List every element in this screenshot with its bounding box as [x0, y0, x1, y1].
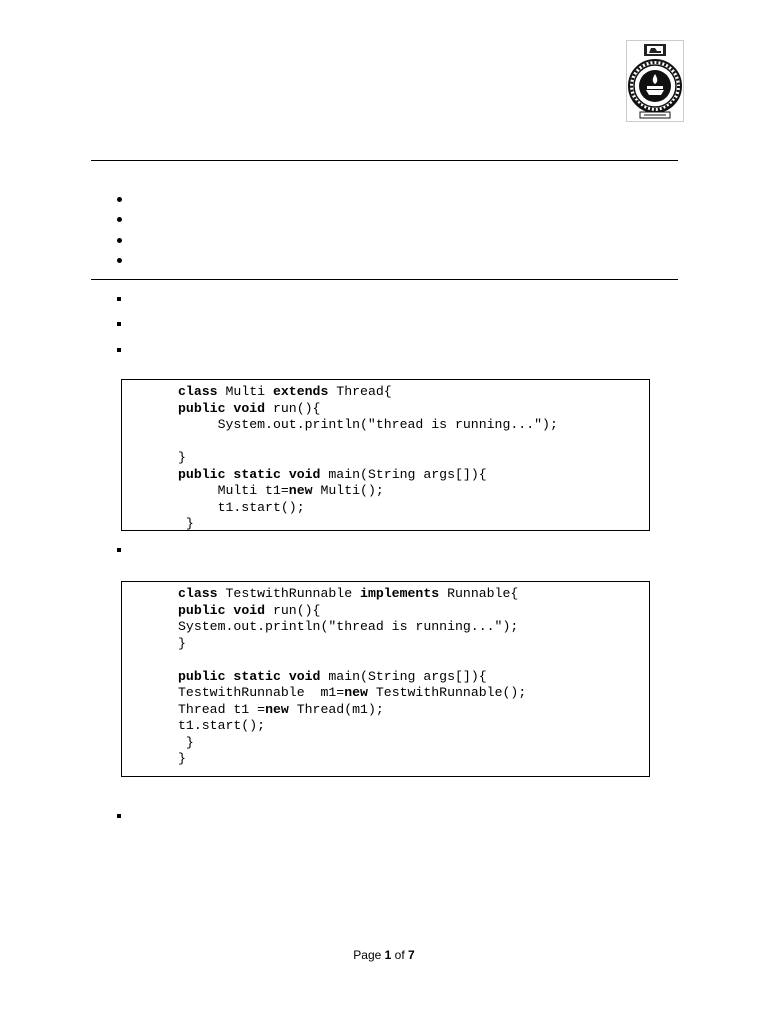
code-text: }	[178, 635, 186, 651]
code-line	[178, 669, 487, 684]
code-text: }	[178, 516, 194, 531]
page-footer	[0, 948, 768, 962]
code-text: Multi();	[312, 483, 384, 498]
code-line	[178, 401, 320, 416]
code-keyword: implements	[360, 586, 440, 601]
page-current: 1	[384, 948, 392, 962]
divider-top	[91, 160, 678, 161]
bullet-point	[117, 238, 122, 243]
code-keyword: public	[178, 602, 226, 618]
code-line	[178, 619, 518, 634]
code-text: t1.start();	[178, 718, 266, 733]
code-keyword: public	[178, 668, 226, 684]
code-line	[178, 751, 186, 766]
code-text: Thread t1 =	[178, 701, 266, 717]
code-text: System.out.println("thread is running...");	[178, 619, 519, 634]
divider-middle	[91, 279, 678, 280]
code-text: Multi t1=	[178, 483, 289, 498]
code-line	[178, 586, 518, 601]
page-label: Page	[353, 948, 385, 962]
code-text: TestwithRunnable();	[367, 685, 527, 700]
bullet-square	[117, 348, 121, 352]
code-text: TestwithRunnable	[217, 586, 361, 601]
code-line	[178, 735, 194, 750]
code-line	[178, 483, 384, 498]
code-line	[178, 500, 305, 515]
code-text	[281, 467, 289, 482]
code-keyword: extends	[272, 384, 329, 399]
code-text: main(String args[]){	[320, 668, 487, 684]
code-line	[178, 718, 265, 733]
code-keyword: static	[233, 668, 281, 684]
code-keyword: class	[178, 384, 218, 399]
code-text: run(){	[265, 602, 321, 618]
code-text	[281, 669, 289, 684]
code-keyword: void	[233, 400, 266, 416]
bullet-square	[117, 297, 121, 301]
code-text: }	[178, 450, 186, 465]
bullet-point	[117, 197, 122, 202]
code-keyword: static	[233, 466, 281, 482]
code-keyword: class	[178, 586, 218, 601]
code-text: System.out.println("thread is running...");	[178, 417, 558, 432]
code-line	[178, 450, 186, 465]
code-text: run(){	[265, 400, 321, 416]
code-block-runnable	[121, 581, 650, 777]
code-text: Multi	[217, 384, 273, 399]
code-listing	[178, 384, 558, 531]
code-keyword: new	[344, 685, 368, 700]
bullet-point	[117, 217, 122, 222]
code-text: main(String args[]){	[320, 466, 487, 482]
code-line	[178, 467, 487, 482]
code-line	[178, 417, 558, 432]
bullet-square	[117, 322, 121, 326]
code-block-thread	[121, 379, 650, 531]
page-of-label: of	[391, 948, 409, 962]
code-line	[178, 516, 194, 531]
code-text: }	[178, 751, 186, 766]
code-keyword: void	[288, 668, 321, 684]
code-keyword: void	[288, 466, 321, 482]
code-keyword: new	[265, 701, 289, 717]
bullet-point	[117, 258, 122, 263]
code-text: Thread(m1);	[288, 701, 384, 717]
bullet-square	[117, 814, 121, 818]
code-keyword: public	[178, 466, 226, 482]
code-text: t1.start();	[178, 499, 305, 515]
code-line	[178, 685, 526, 700]
university-crest-icon	[626, 40, 684, 122]
code-text: Thread{	[328, 384, 392, 399]
code-text: TestwithRunnable m1=	[178, 685, 345, 700]
code-keyword: new	[288, 483, 313, 498]
code-line	[178, 603, 320, 618]
code-text: }	[178, 734, 194, 750]
bullet-square	[117, 548, 121, 552]
code-listing	[178, 586, 526, 768]
code-keyword: public	[178, 400, 226, 416]
page-total: 7	[408, 948, 415, 962]
code-line	[178, 702, 384, 717]
code-keyword: void	[233, 602, 266, 618]
code-text: Runnable{	[439, 586, 519, 601]
code-line	[178, 384, 392, 399]
code-line	[178, 636, 186, 651]
